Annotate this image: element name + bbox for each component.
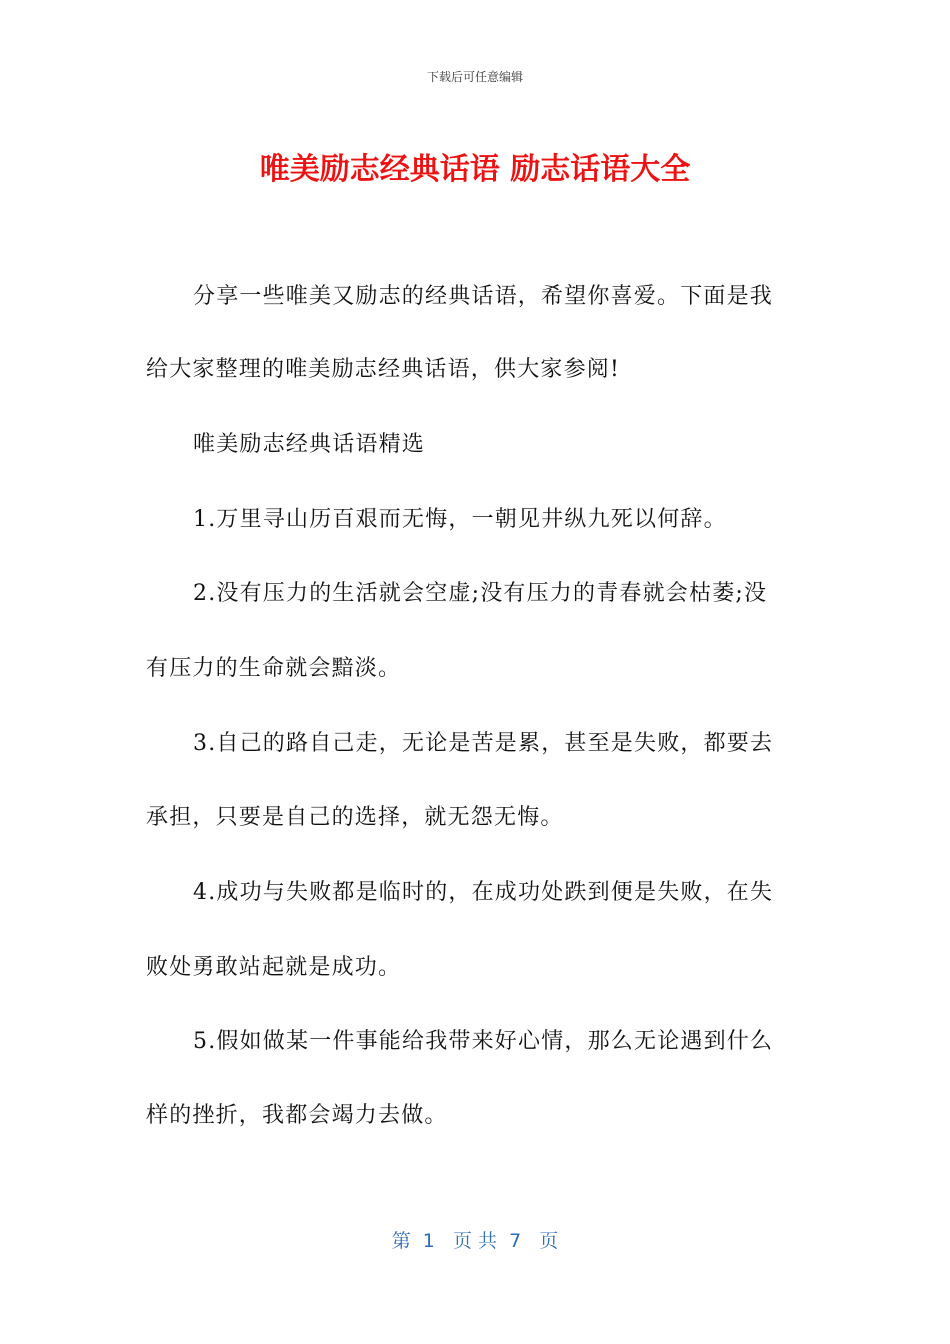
paragraph-line: 给大家整理的唯美励志经典话语，供大家参阅! bbox=[146, 357, 621, 382]
list-item: 1.万里寻山历百艰而无悔，一朝见井纵九死以何辞。 bbox=[193, 507, 727, 532]
list-item: 4.成功与失败都是临时的，在成功处跌到便是失败，在失 bbox=[193, 880, 774, 905]
page-number-footer: 第 1 页 共 7 页 bbox=[391, 1230, 559, 1252]
paragraph-line: 分享一些唯美又励志的经典话语，希望你喜爱。下面是我 bbox=[193, 284, 774, 309]
list-item-continuation: 承担，只要是自己的选择，就无怨无悔。 bbox=[146, 805, 564, 830]
list-item: 3.自己的路自己走，无论是苦是累，甚至是失败，都要去 bbox=[193, 731, 774, 756]
list-item: 5.假如做某一件事能给我带来好心情，那么无论遇到什么 bbox=[193, 1029, 774, 1054]
section-heading: 唯美励志经典话语精选 bbox=[193, 432, 426, 457]
list-item-continuation: 有压力的生命就会黯淡。 bbox=[146, 656, 402, 681]
document-title: 唯美励志经典话语 励志话语大全 bbox=[259, 152, 691, 187]
list-item: 2.没有压力的生活就会空虚;没有压力的青春就会枯萎;没 bbox=[193, 581, 768, 606]
list-item-continuation: 样的挫折，我都会竭力去做。 bbox=[146, 1103, 448, 1128]
header-note: 下载后可任意编辑 bbox=[426, 70, 523, 84]
list-item-continuation: 败处勇敢站起就是成功。 bbox=[146, 955, 402, 980]
